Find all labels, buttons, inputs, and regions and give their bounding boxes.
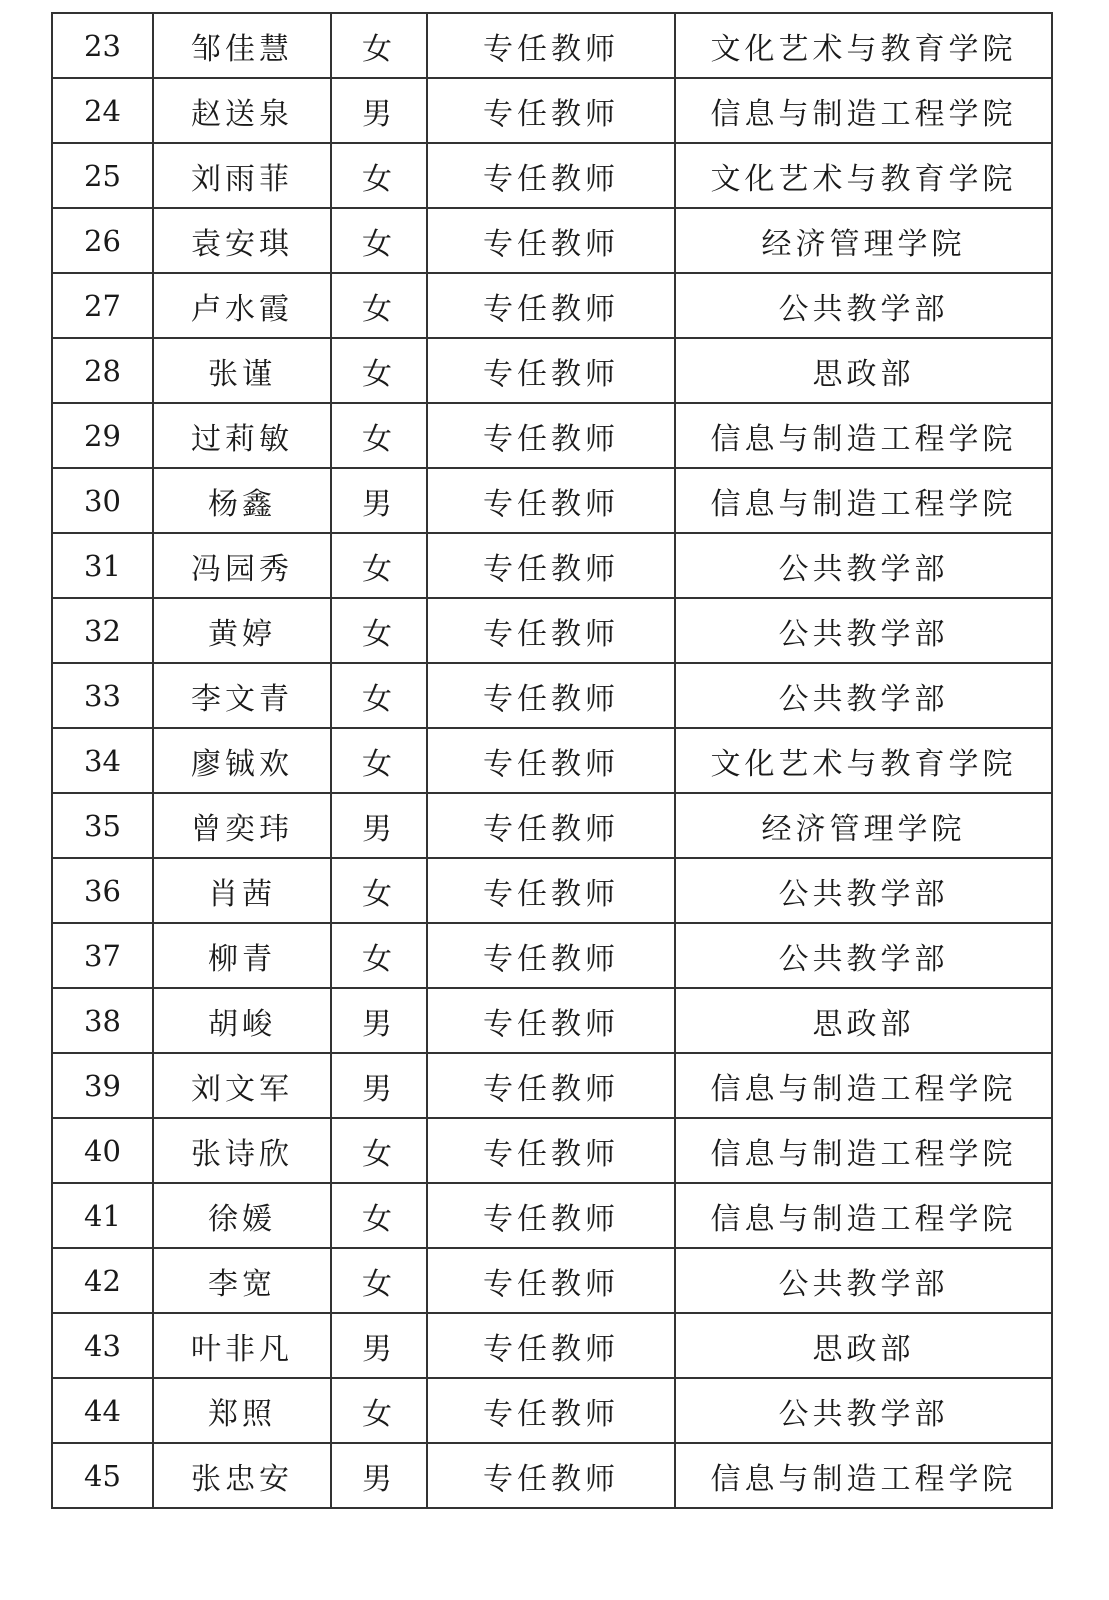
name-cell: 郑照 [153,1378,331,1443]
table-row [52,1378,1052,1443]
row-number-cell: 44 [52,1378,153,1443]
gender-cell: 男 [331,78,427,143]
table-row [52,923,1052,988]
table-row [52,1053,1052,1118]
name-cell: 张诗欣 [153,1118,331,1183]
name-cell: 柳青 [153,923,331,988]
row-number-cell: 32 [52,598,153,663]
name-cell: 刘文军 [153,1053,331,1118]
gender-cell: 女 [331,1378,427,1443]
table-row [52,1313,1052,1378]
table-row [52,78,1052,143]
name-cell: 叶非凡 [153,1313,331,1378]
row-number-cell: 26 [52,208,153,273]
gender-cell: 女 [331,858,427,923]
table-row [52,1183,1052,1248]
department-cell: 思政部 [675,988,1052,1053]
post-cell: 专任教师 [427,533,675,598]
gender-cell: 女 [331,533,427,598]
name-cell: 胡峻 [153,988,331,1053]
table-row [52,143,1052,208]
post-cell: 专任教师 [427,13,675,78]
document-page [51,12,1051,1509]
department-cell: 经济管理学院 [675,208,1052,273]
department-cell: 公共教学部 [675,1248,1052,1313]
name-cell: 肖茜 [153,858,331,923]
department-cell: 信息与制造工程学院 [675,78,1052,143]
post-cell: 专任教师 [427,1053,675,1118]
post-cell: 专任教师 [427,1248,675,1313]
row-number-cell: 36 [52,858,153,923]
gender-cell: 女 [331,1118,427,1183]
gender-cell: 女 [331,273,427,338]
post-cell: 专任教师 [427,793,675,858]
row-number-cell: 43 [52,1313,153,1378]
table-row [52,533,1052,598]
gender-cell: 女 [331,598,427,663]
name-cell: 过莉敏 [153,403,331,468]
name-cell: 李文青 [153,663,331,728]
name-cell: 卢水霞 [153,273,331,338]
department-cell: 文化艺术与教育学院 [675,728,1052,793]
row-number-cell: 24 [52,78,153,143]
table-row [52,338,1052,403]
department-cell: 文化艺术与教育学院 [675,143,1052,208]
post-cell: 专任教师 [427,468,675,533]
row-number-cell: 39 [52,1053,153,1118]
table-row [52,663,1052,728]
department-cell: 公共教学部 [675,273,1052,338]
post-cell: 专任教师 [427,1313,675,1378]
gender-cell: 女 [331,728,427,793]
department-cell: 公共教学部 [675,923,1052,988]
post-cell: 专任教师 [427,988,675,1053]
department-cell: 公共教学部 [675,858,1052,923]
table-row [52,1118,1052,1183]
name-cell: 邹佳慧 [153,13,331,78]
name-cell: 袁安琪 [153,208,331,273]
department-cell: 信息与制造工程学院 [675,1183,1052,1248]
department-cell: 信息与制造工程学院 [675,1443,1052,1508]
name-cell: 张忠安 [153,1443,331,1508]
department-cell: 文化艺术与教育学院 [675,13,1052,78]
row-number-cell: 34 [52,728,153,793]
row-number-cell: 41 [52,1183,153,1248]
post-cell: 专任教师 [427,273,675,338]
department-cell: 信息与制造工程学院 [675,403,1052,468]
row-number-cell: 37 [52,923,153,988]
row-number-cell: 45 [52,1443,153,1508]
row-number-cell: 25 [52,143,153,208]
gender-cell: 女 [331,13,427,78]
table-row [52,1443,1052,1508]
gender-cell: 女 [331,338,427,403]
name-cell: 李宽 [153,1248,331,1313]
gender-cell: 女 [331,1183,427,1248]
post-cell: 专任教师 [427,663,675,728]
row-number-cell: 29 [52,403,153,468]
table-row [52,598,1052,663]
table-row [52,988,1052,1053]
row-number-cell: 35 [52,793,153,858]
department-cell: 公共教学部 [675,598,1052,663]
table-row [52,793,1052,858]
table-row [52,728,1052,793]
gender-cell: 女 [331,1248,427,1313]
row-number-cell: 38 [52,988,153,1053]
row-number-cell: 42 [52,1248,153,1313]
post-cell: 专任教师 [427,208,675,273]
gender-cell: 女 [331,208,427,273]
table-row [52,468,1052,533]
post-cell: 专任教师 [427,1183,675,1248]
name-cell: 冯园秀 [153,533,331,598]
department-cell: 公共教学部 [675,663,1052,728]
department-cell: 公共教学部 [675,1378,1052,1443]
department-cell: 思政部 [675,1313,1052,1378]
staff-roster-table [51,12,1053,1509]
department-cell: 信息与制造工程学院 [675,1118,1052,1183]
table-row [52,403,1052,468]
post-cell: 专任教师 [427,78,675,143]
name-cell: 黄婷 [153,598,331,663]
gender-cell: 男 [331,793,427,858]
name-cell: 赵送泉 [153,78,331,143]
row-number-cell: 27 [52,273,153,338]
name-cell: 徐媛 [153,1183,331,1248]
roster-body [52,13,1052,1508]
post-cell: 专任教师 [427,143,675,208]
department-cell: 信息与制造工程学院 [675,1053,1052,1118]
table-row [52,858,1052,923]
post-cell: 专任教师 [427,403,675,468]
post-cell: 专任教师 [427,728,675,793]
table-row [52,1248,1052,1313]
row-number-cell: 30 [52,468,153,533]
department-cell: 思政部 [675,338,1052,403]
name-cell: 刘雨菲 [153,143,331,208]
row-number-cell: 28 [52,338,153,403]
name-cell: 曾奕玮 [153,793,331,858]
name-cell: 张谨 [153,338,331,403]
department-cell: 经济管理学院 [675,793,1052,858]
gender-cell: 男 [331,468,427,533]
post-cell: 专任教师 [427,1443,675,1508]
post-cell: 专任教师 [427,1378,675,1443]
post-cell: 专任教师 [427,598,675,663]
table-row [52,13,1052,78]
table-row [52,208,1052,273]
department-cell: 信息与制造工程学院 [675,468,1052,533]
post-cell: 专任教师 [427,923,675,988]
gender-cell: 女 [331,403,427,468]
row-number-cell: 40 [52,1118,153,1183]
row-number-cell: 33 [52,663,153,728]
gender-cell: 男 [331,1313,427,1378]
gender-cell: 女 [331,143,427,208]
department-cell: 公共教学部 [675,533,1052,598]
gender-cell: 女 [331,923,427,988]
gender-cell: 女 [331,663,427,728]
post-cell: 专任教师 [427,338,675,403]
name-cell: 杨鑫 [153,468,331,533]
post-cell: 专任教师 [427,858,675,923]
gender-cell: 男 [331,1053,427,1118]
table-row [52,273,1052,338]
gender-cell: 男 [331,988,427,1053]
row-number-cell: 31 [52,533,153,598]
name-cell: 廖铖欢 [153,728,331,793]
gender-cell: 男 [331,1443,427,1508]
post-cell: 专任教师 [427,1118,675,1183]
row-number-cell: 23 [52,13,153,78]
